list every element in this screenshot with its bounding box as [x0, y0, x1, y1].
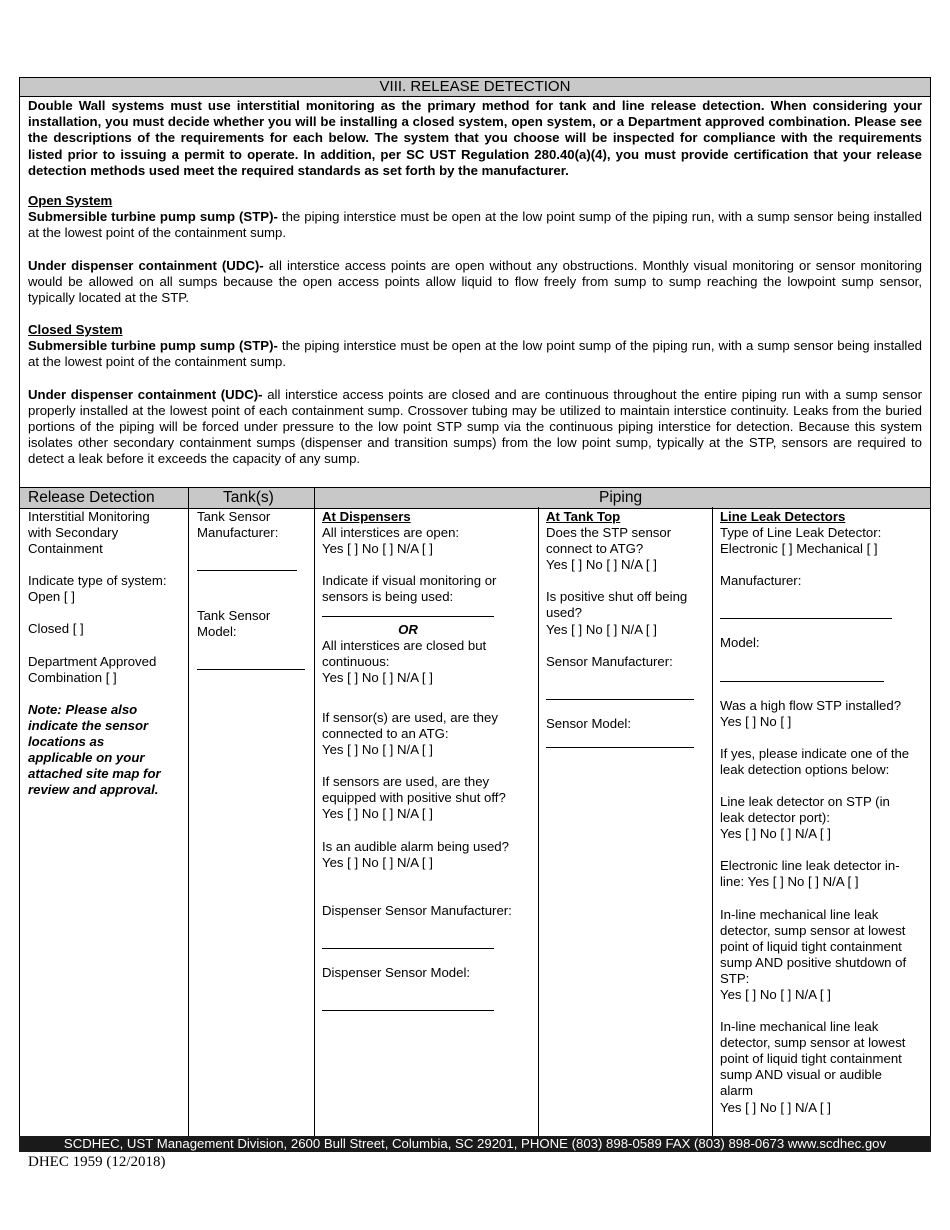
header-tanks: Tank(s) — [223, 489, 274, 506]
option3-label: detector, sump sensor at lowest — [720, 922, 906, 938]
tank-sensor-model-label: Model: — [197, 624, 237, 640]
open-udc-text: all interstice access points are open without any obstructions. Monthly visual monitoring or sensor monitoring would be allowed on all sumps because the open access points allow liquid to flow freely from sump to sump reaching the lowpoint sump sensor, typically located at the STP. — [28, 257, 922, 306]
dept-approved-label: Department Approved — [28, 653, 157, 669]
sensor-mfr-label: Sensor Manufacturer: — [546, 653, 673, 669]
or-label: OR — [398, 621, 418, 637]
release-line: Interstitial Monitoring — [28, 509, 150, 524]
column-divider — [188, 487, 189, 1136]
closed-interstices-options[interactable]: Yes [ ] No [ ] N/A [ ] — [322, 669, 433, 685]
header-release-detection: Release Detection — [28, 489, 155, 506]
section-title: VIII. RELEASE DETECTION — [20, 78, 930, 97]
option3-label: sump AND positive shutdown of — [720, 954, 907, 970]
lld-mfr-field[interactable] — [720, 607, 892, 619]
shutoff-options[interactable]: Yes [ ] No [ ] N/A [ ] — [546, 621, 657, 637]
indicate-system-label: Indicate type of system: — [28, 573, 167, 589]
release-detection-column — [28, 509, 186, 798]
closed-udc-label: Under dispenser containment (UDC)- — [28, 386, 263, 402]
note-line: Note: Please also — [28, 701, 138, 717]
sensor-mfr-field[interactable] — [546, 688, 694, 700]
visual-monitoring-question: sensors is being used: — [322, 589, 454, 605]
dispenser-sensor-mfr-label: Dispenser Sensor Manufacturer: — [322, 902, 512, 918]
lld-type-label: Type of Line Leak Detector: — [720, 525, 882, 541]
note-line: indicate the sensor — [28, 717, 149, 733]
option4-options[interactable]: Yes [ ] No [ ] N/A [ ] — [720, 1099, 831, 1115]
atg-options[interactable]: Yes [ ] No [ ] N/A [ ] — [322, 742, 433, 758]
visual-monitoring-question: Indicate if visual monitoring or — [322, 573, 497, 589]
column-divider — [712, 507, 713, 1136]
high-flow-question: Was a high flow STP installed? — [720, 697, 902, 713]
shutoff-question: Is positive shut off being — [546, 589, 688, 605]
if-yes-label: leak detection options below: — [720, 761, 890, 777]
option3-options[interactable]: Yes [ ] No [ ] N/A [ ] — [720, 986, 831, 1002]
intro-paragraph: Double Wall systems must use interstitial monitoring as the primary method for tank and line release detection. When considering your installation, you must decide whether you will be installing a closed system, open system, or a Department approved combination. Please see the descriptions of the requirements for each below. The system that you choose will be inspected for compliance with the requirements listed prior to issuing a permit to operate. In addition, per SC UST Regulation 280.40(a)(4), you must provide certification that your release detection methods used meet the required standards as set forth by the manufacturer. — [28, 98, 922, 178]
shutoff-question: equipped with positive shut off? — [322, 790, 506, 806]
lld-model-label: Model: — [720, 635, 760, 651]
shutoff-options[interactable]: Yes [ ] No [ ] N/A [ ] — [322, 806, 433, 822]
closed-system-heading: Closed System — [28, 322, 123, 337]
lld-heading: Line Leak Detectors — [720, 509, 846, 524]
header-piping: Piping — [599, 489, 643, 506]
option4-label: In-line mechanical line leak — [720, 1019, 879, 1035]
alarm-question: Is an audible alarm being used? — [322, 838, 509, 854]
open-stp-label: Submersible turbine pump sump (STP)- — [28, 209, 278, 225]
open-interstices-options[interactable]: Yes [ ] No [ ] N/A [ ] — [322, 541, 433, 557]
option1-options[interactable]: Yes [ ] No [ ] N/A [ ] — [720, 826, 831, 842]
tank-sensor-mfr-field[interactable] — [197, 559, 297, 571]
option1-label: leak detector port): — [720, 810, 830, 826]
tank-sensor-model-field[interactable] — [197, 658, 305, 670]
stp-atg-question: connect to ATG? — [546, 541, 644, 557]
tank-sensor-mfr-label: Tank Sensor — [197, 509, 271, 524]
tank-sensor-mfr-label: Manufacturer: — [197, 525, 279, 541]
stp-atg-options[interactable]: Yes [ ] No [ ] N/A [ ] — [546, 557, 657, 573]
open-interstices-question: All interstices are open: — [322, 525, 460, 541]
lld-type-options[interactable]: Electronic [ ] Mechanical [ ] — [720, 541, 878, 557]
dispenser-sensor-model-field[interactable] — [322, 999, 494, 1011]
option4-label: alarm — [720, 1083, 753, 1099]
line-leak-detectors-column — [720, 509, 928, 1116]
dispensers-column — [322, 509, 534, 1015]
open-checkbox[interactable]: Open [ ] — [28, 589, 75, 605]
option1-label: Line leak detector on STP (in — [720, 794, 890, 810]
closed-system-block — [28, 322, 922, 468]
open-stp-text: the piping interstice must be open at the low point sump of the piping run, with a sump sensor being installed at the lowest point of the containment sump. — [28, 209, 922, 241]
closed-checkbox[interactable]: Closed [ ] — [28, 621, 84, 637]
option3-label: In-line mechanical line leak — [720, 906, 879, 922]
option4-label: detector, sump sensor at lowest — [720, 1035, 906, 1051]
note-line: applicable on your — [28, 750, 145, 766]
footer-bar: SCDHEC, UST Management Division, 2600 Bull Street, Columbia, SC 29201, PHONE (803) 898-0589 FAX (803) 898-0673 www.scdhec.gov — [19, 1136, 931, 1152]
note-line: locations as — [28, 733, 105, 749]
open-udc-label: Under dispenser containment (UDC)- — [28, 257, 264, 273]
dispenser-sensor-model-label: Dispenser Sensor Model: — [322, 964, 471, 980]
lld-mfr-label: Manufacturer: — [720, 573, 802, 589]
note-line: attached site map for — [28, 766, 161, 782]
option2-options[interactable]: line: Yes [ ] No [ ] N/A [ ] — [720, 874, 859, 890]
tank-sensor-model-label: Tank Sensor — [197, 608, 271, 624]
option4-label: point of liquid tight containment — [720, 1051, 902, 1067]
dispenser-sensor-mfr-field[interactable] — [322, 937, 494, 949]
if-yes-label: If yes, please indicate one of the — [720, 745, 910, 761]
closed-stp-label: Submersible turbine pump sump (STP)- — [28, 338, 278, 354]
closed-interstices-question: continuous: — [322, 653, 390, 669]
release-detection-section — [19, 77, 931, 1151]
release-line: Containment — [28, 541, 103, 557]
tank-top-column — [546, 509, 710, 752]
form-number: DHEC 1959 (12/2018) — [28, 1154, 166, 1170]
closed-stp-text: the piping interstice must be open at the low point sump of the piping run, with a sump sensor being installed at the lowest point of the containment sump. — [28, 338, 922, 370]
option3-label: STP: — [720, 970, 750, 986]
closed-interstices-question: All interstices are closed but — [322, 637, 487, 653]
open-system-heading: Open System — [28, 193, 113, 208]
table-header-row — [20, 487, 930, 509]
combination-checkbox[interactable]: Combination [ ] — [28, 669, 117, 685]
atg-question: connected to an ATG: — [322, 726, 449, 742]
option3-label: point of liquid tight containment — [720, 938, 902, 954]
closed-udc-text: all interstice access points are closed and are continuous throughout the entire piping run with a sump sensor properly installed at the lowest point of each containment sump. Crossover tubing may be utilized to maintain interstice continuity. Leaks from the buried portions of the piping will be forced under pressure to the low point STP sump via the continuous piping interstice for detection. Because this system isolates other secondary containment sumps (dispenser and transition sumps) from the low point sump, typically at the STP, sensors are required to detect a leak before it exceeds the capacity of any sump. — [28, 386, 922, 467]
column-divider — [538, 507, 539, 1136]
open-system-block — [28, 193, 922, 306]
stp-atg-question: Does the STP sensor — [546, 525, 672, 541]
shutoff-question: If sensors are used, are they — [322, 774, 490, 790]
tank-top-heading: At Tank Top — [546, 509, 621, 524]
atg-question: If sensor(s) are used, are they — [322, 709, 498, 725]
high-flow-options[interactable]: Yes [ ] No [ ] — [720, 713, 792, 729]
option2-label: Electronic line leak detector in- — [720, 858, 900, 874]
release-line: with Secondary — [28, 525, 119, 541]
alarm-options[interactable]: Yes [ ] No [ ] N/A [ ] — [322, 854, 433, 870]
shutoff-question: used? — [546, 605, 582, 621]
sensor-model-field[interactable] — [546, 736, 694, 748]
sensor-model-label: Sensor Model: — [546, 715, 632, 731]
tanks-column — [197, 509, 311, 675]
visual-monitoring-field[interactable] — [322, 605, 494, 617]
lld-model-field[interactable] — [720, 670, 884, 682]
column-divider — [314, 487, 315, 1136]
dispensers-heading: At Dispensers — [322, 509, 411, 524]
note-line: review and approval. — [28, 782, 159, 798]
option4-label: sump AND visual or audible — [720, 1067, 882, 1083]
